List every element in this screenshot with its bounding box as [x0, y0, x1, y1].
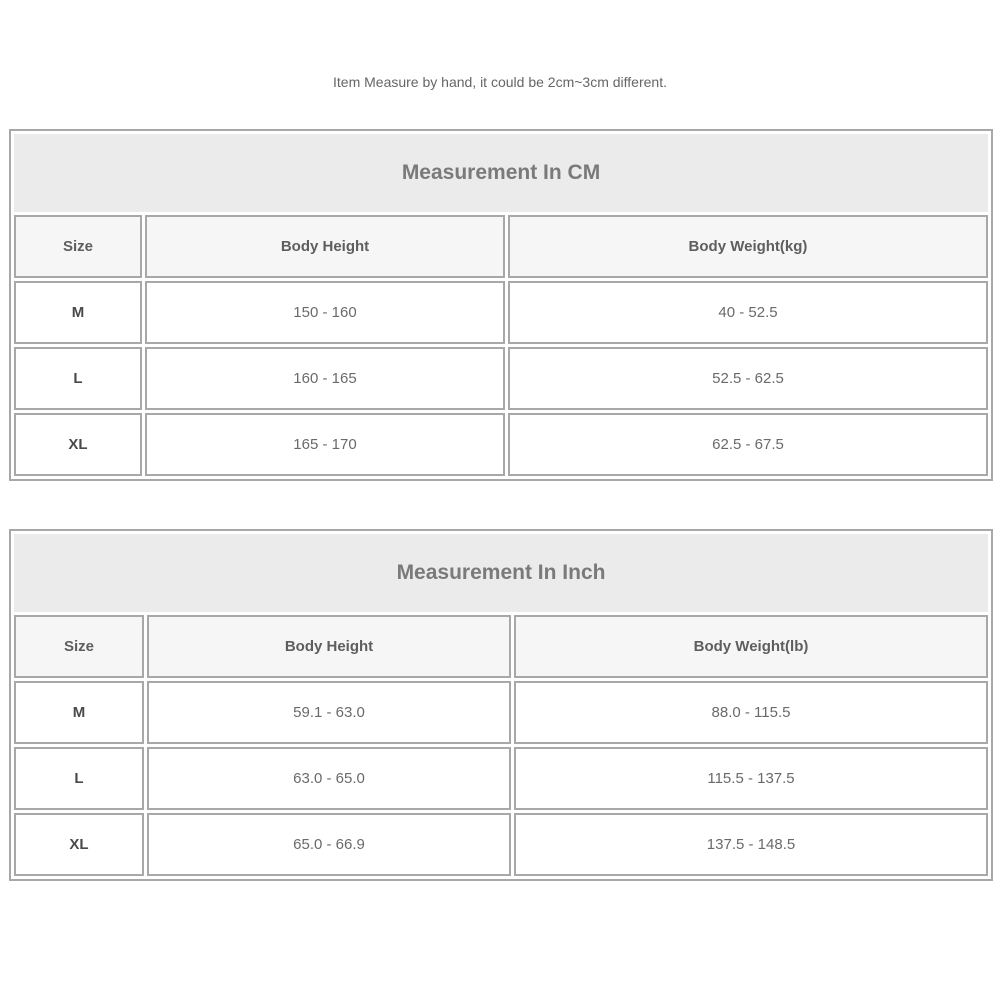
- body-height-cell: 165 - 170: [145, 413, 505, 476]
- size-cell: L: [14, 747, 144, 810]
- body-weight-cell: 62.5 - 67.5: [508, 413, 988, 476]
- body-height-cell: 150 - 160: [145, 281, 505, 344]
- column-header-size: Size: [14, 215, 142, 278]
- column-header-body-height: Body Height: [147, 615, 511, 678]
- column-header-body-weight: Body Weight(lb): [514, 615, 988, 678]
- body-height-cell: 63.0 - 65.0: [147, 747, 511, 810]
- body-weight-cell: 137.5 - 148.5: [514, 813, 988, 876]
- body-weight-cell: 115.5 - 137.5: [514, 747, 988, 810]
- table-row: [14, 813, 988, 876]
- size-cell: L: [14, 347, 142, 410]
- body-weight-cell: 52.5 - 62.5: [508, 347, 988, 410]
- body-weight-cell: 40 - 52.5: [508, 281, 988, 344]
- body-height-cell: 59.1 - 63.0: [147, 681, 511, 744]
- measurement-note: Item Measure by hand, it could be 2cm~3cm different.: [333, 74, 667, 90]
- table-row: [14, 413, 988, 476]
- column-header-body-height: Body Height: [145, 215, 505, 278]
- column-header-size: Size: [14, 615, 144, 678]
- size-cell: M: [14, 681, 144, 744]
- table-header-row: [14, 615, 988, 678]
- table-row: [14, 281, 988, 344]
- table-row: [14, 347, 988, 410]
- body-weight-cell: 88.0 - 115.5: [514, 681, 988, 744]
- table-row: [14, 681, 988, 744]
- size-cell: XL: [14, 413, 142, 476]
- table-title: Measurement In Inch: [14, 534, 988, 612]
- body-height-cell: 160 - 165: [145, 347, 505, 410]
- column-header-body-weight: Body Weight(kg): [508, 215, 988, 278]
- size-cell: M: [14, 281, 142, 344]
- size-chart-inch: [9, 529, 993, 881]
- table-row: [14, 747, 988, 810]
- table-title: Measurement In CM: [14, 134, 988, 212]
- body-height-cell: 65.0 - 66.9: [147, 813, 511, 876]
- table-header-row: [14, 215, 988, 278]
- size-cell: XL: [14, 813, 144, 876]
- size-chart-cm: [9, 129, 993, 481]
